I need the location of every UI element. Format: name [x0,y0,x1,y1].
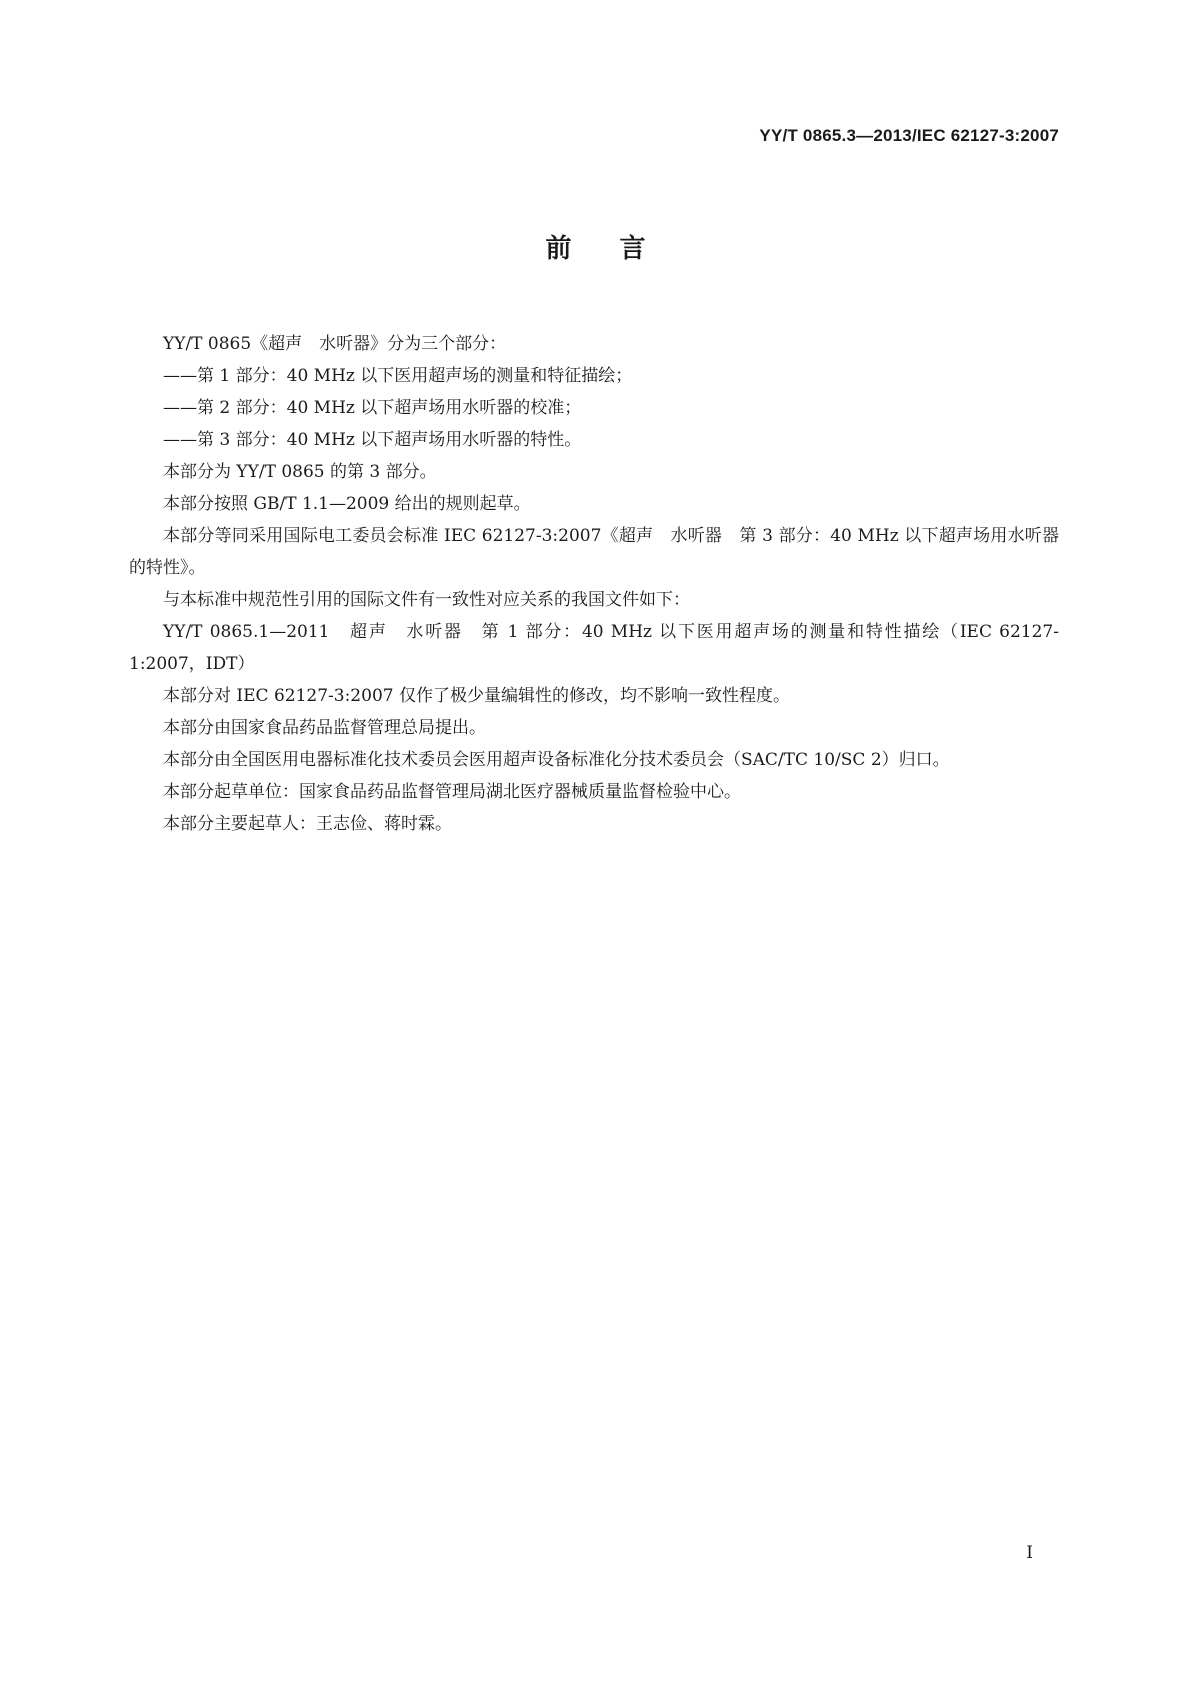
paragraph: ——第 3 部分：40 MHz 以下超声场用水听器的特性。 [163,430,582,450]
paragraph: 本部分由全国医用电器标准化技术委员会医用超声设备标准化分技术委员会（SAC/TC 10/SC 2）归口。 [163,750,950,770]
paragraph: 本部分对 IEC 62127-3:2007 仅作了极少量编辑性的修改，均不影响一致性程度。 [163,686,790,706]
foreword-body [129,328,1059,840]
paragraph: ——第 2 部分：40 MHz 以下超声场用水听器的校准； [163,398,582,418]
paragraph: 本部分为 YY/T 0865 的第 3 部分。 [163,462,437,482]
paragraph: 本部分由国家食品药品监督管理总局提出。 [163,718,486,738]
paragraph: 本部分按照 GB/T 1.1—2009 给出的规则起草。 [163,494,531,514]
paragraph: ——第 1 部分：40 MHz 以下医用超声场的测量和特征描绘； [163,366,633,386]
paragraph: 与本标准中规范性引用的国际文件有一致性对应关系的我国文件如下： [163,590,690,610]
paragraph: YY/T 0865.1—2011 超声 水听器 第 1 部分：40 MHz 以下医用超声场的测量和特性描绘（IEC 62127-1:2007，IDT） [129,622,1059,674]
paragraph: 本部分主要起草人：王志俭、蒋时霖。 [163,814,452,834]
paragraph: 本部分起草单位：国家食品药品监督管理局湖北医疗器械质量监督检验中心。 [163,782,741,802]
page-number: I [1026,1543,1033,1563]
page-title: 前言 [545,234,694,264]
paragraph: 本部分等同采用国际电工委员会标准 IEC 62127-3:2007《超声 水听器 第 3 部分：40 MHz 以下超声场用水听器的特性》。 [129,526,1059,578]
paragraph: YY/T 0865《超声 水听器》分为三个部分： [163,334,507,354]
standard-code: YY/T 0865.3—2013/IEC 62127-3:2007 [759,126,1059,145]
